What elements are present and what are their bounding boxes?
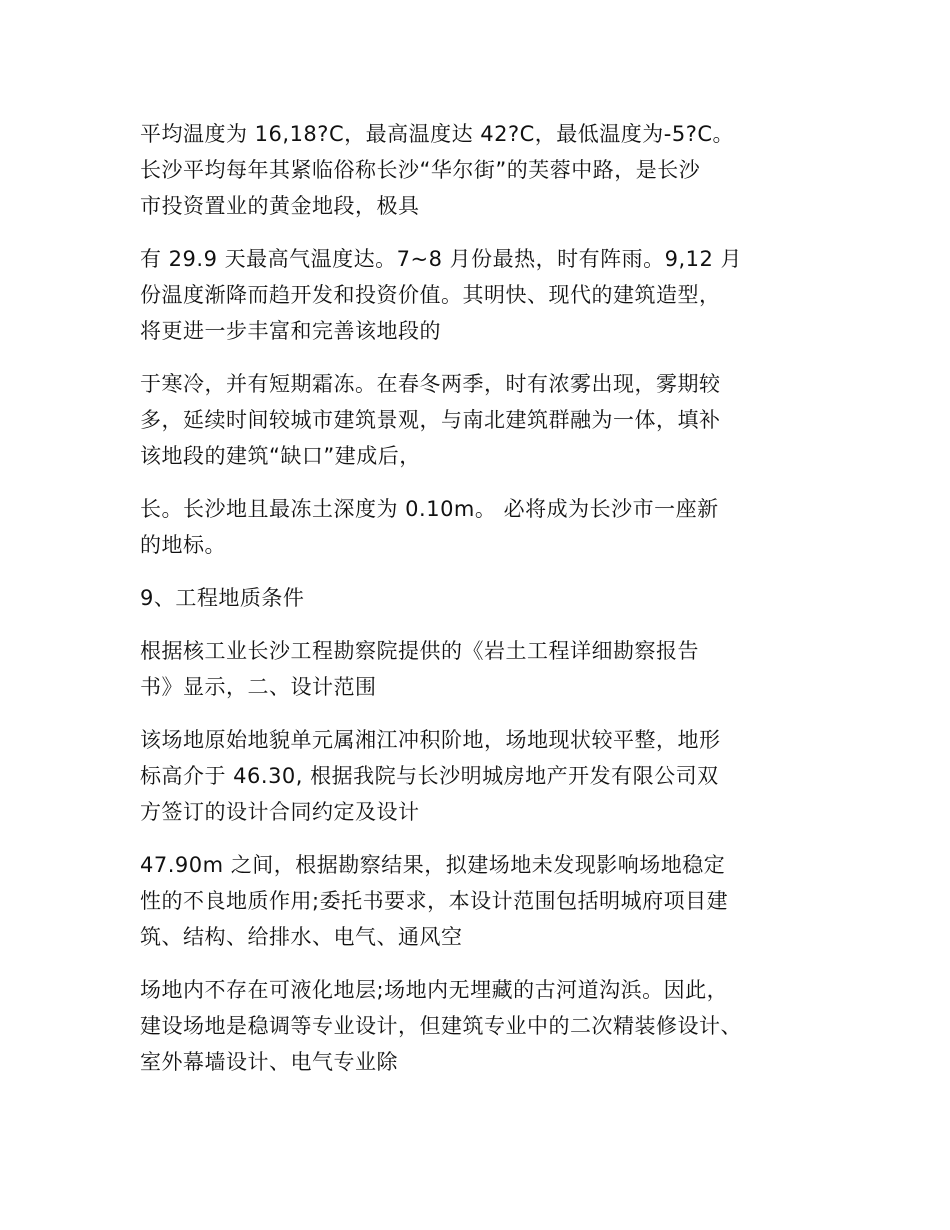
text-line: 将更进一步丰富和完善该地段的 <box>140 319 441 343</box>
text-line: 性的不良地质作用;委托书要求，本设计范围包括明城府项目建 <box>140 889 729 913</box>
paragraph-geology-4 <box>140 972 820 1080</box>
text-line: 长沙平均每年其紧临俗称长沙“华尔街”的芙蓉中路，是长沙 <box>140 158 701 182</box>
text-line: 室外幕墙设计、电气专业除 <box>140 1050 398 1074</box>
paragraph-geology-1 <box>140 633 820 705</box>
text-line: 建设场地是稳调等专业设计，但建筑专业中的二次精装修设计、 <box>140 1014 742 1038</box>
text-line: 平均温度为 16,18?C，最高温度达 42?C，最低温度为-5?C。 <box>140 122 735 146</box>
text-line: 方签订的设计合同约定及设计 <box>140 800 420 824</box>
paragraph-climate-4 <box>140 491 820 563</box>
text-line: 长。长沙地且最冻土深度为 0.10m。 必将成为长沙市一座新 <box>140 497 719 521</box>
paragraph-geology-2 <box>140 722 820 830</box>
text-line: 47.90m 之间，根据勘察结果，拟建场地未发现影响场地稳定 <box>140 853 726 877</box>
paragraph-climate-1 <box>140 116 820 224</box>
text-line: 该地段的建筑“缺口”建成后， <box>140 444 421 468</box>
text-line: 市投资置业的黄金地段，极具 <box>140 194 420 218</box>
text-line: 筑、结构、给排水、电气、通风空 <box>140 925 463 949</box>
text-line: 场地内不存在可液化地层;场地内无埋藏的古河道沟浜。因此， <box>140 978 729 1002</box>
text-line: 标高介于 46.30, 根据我院与长沙明城房地产开发有限公司双 <box>140 764 719 788</box>
paragraph-geology-3 <box>140 847 820 955</box>
text-line: 份温度渐降而趋开发和投资价值。其明快、现代的建筑造型， <box>140 283 721 307</box>
section-heading-geology <box>140 580 820 616</box>
text-line: 于寒冷，并有短期霜冻。在春冬两季，时有浓雾出现，雾期较 <box>140 372 721 396</box>
text-line: 该场地原始地貌单元属湘江冲积阶地，场地现状较平整，地形 <box>140 728 721 752</box>
text-line: 书》显示，二、设计范围 <box>140 675 377 699</box>
text-line: 多，延续时间较城市建筑景观，与南北建筑群融为一体，填补 <box>140 408 721 432</box>
text-line: 有 29.9 天最高气温度达。7~8 月份最热，时有阵雨。9,12 月 <box>140 247 743 271</box>
paragraph-climate-2 <box>140 241 820 349</box>
text-line: 根据核工业长沙工程勘察院提供的《岩土工程详细勘察报告 <box>140 639 699 663</box>
paragraph-climate-3 <box>140 366 820 474</box>
document-body <box>140 116 820 1097</box>
text-line: 的地标。 <box>140 533 226 557</box>
heading-line: 9、工程地质条件 <box>140 586 305 610</box>
